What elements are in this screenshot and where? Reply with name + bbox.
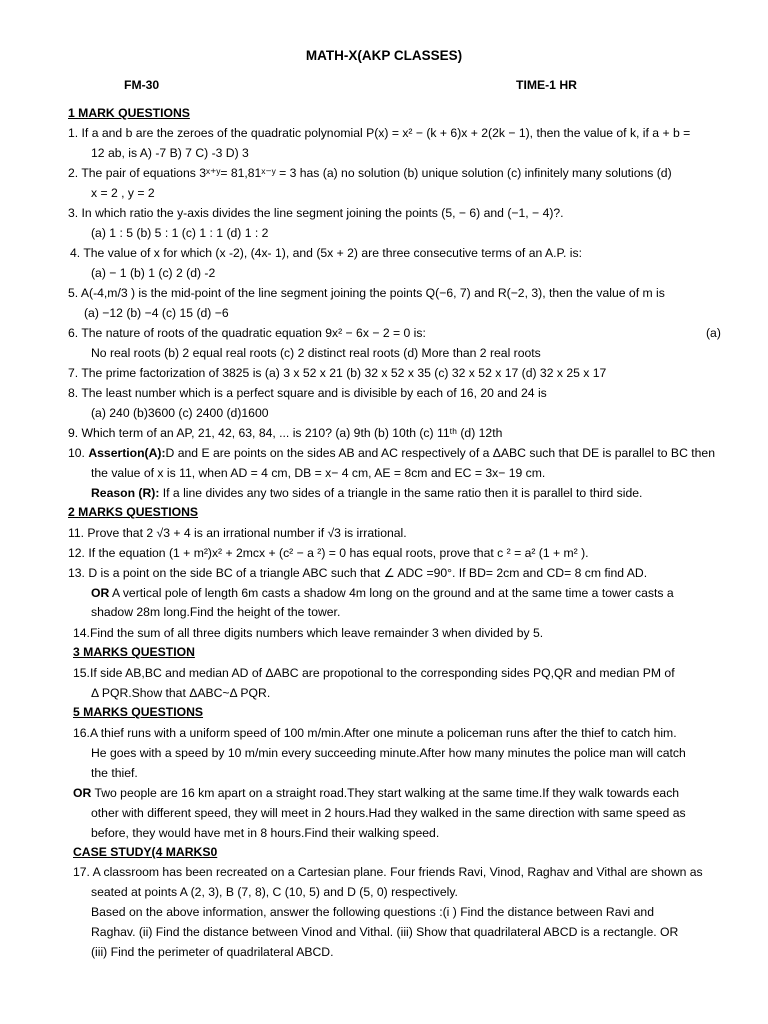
question-5-options: (a) −12 (b) −4 (c) 15 (d) −6 — [84, 306, 229, 320]
question-4-options: (a) − 1 (b) 1 (c) 2 (d) -2 — [91, 266, 216, 280]
full-marks: FM-30 — [124, 78, 160, 92]
question-3-line1: 3. In which ratio the y-axis divides the line segment joining the points (5, − 6) and (−1, − 4)?. — [68, 206, 564, 220]
question-10-reason — [91, 485, 642, 501]
question-6-option-a: (a) — [706, 326, 721, 340]
question-7: 7. The prime factorization of 3825 is (a) 3 x 52 x 21 (b) 32 x 52 x 35 (c) 32 x 52 x 17 (d) 32 x 25 x 17 — [68, 366, 607, 380]
question-16-line2: He goes with a speed by 10 m/min every succeeding minute.After how many minutes the police man will catch — [91, 746, 686, 760]
question-13-alt-text: A vertical pole of length 6m casts a shadow 4m long on the ground and at the same time a tower casts a — [109, 586, 674, 600]
page-title: MATH-X(AKP CLASSES) — [305, 48, 463, 63]
question-16-line3: the thief. — [91, 766, 138, 780]
question-1-line1: 1. If a and b are the zeroes of the quadratic polynomial P(x) = x² − (k + 6)x + 2(2k − 1), then the value of k, if a + b = — [68, 126, 691, 140]
question-14: 14.Find the sum of all three digits numbers which leave remainder 3 when divided by 5. — [73, 626, 544, 640]
time-limit: TIME-1 HR — [516, 78, 577, 92]
section-heading-case-study: CASE STUDY(4 MARKS0 — [73, 845, 218, 859]
question-16-line6: before, they would have met in 8 hours.Find their walking speed. — [91, 826, 440, 840]
question-12: 12. If the equation (1 + m²)x² + 2mcx + (c² − a ²) = 0 has equal roots, prove that c ² = a² (1 + m² ). — [68, 546, 589, 560]
question-17-line5: (iii) Find the perimeter of quadrilateral ABCD. — [91, 945, 334, 959]
question-11: 11. Prove that 2 √3 + 4 is an irrational number if √3 is irrational. — [68, 526, 407, 540]
question-17-line1: 17. A classroom has been recreated on a Cartesian plane. Four friends Ravi, Vinod, Raghav and Vithal are shown as — [73, 865, 703, 879]
question-16-line5: other with different speed, they will meet in 2 hours.Had they walked in the same direction with same speed as — [91, 806, 686, 820]
question-1-line2: 12 ab, is A) -7 B) 7 C) -3 D) 3 — [91, 146, 249, 160]
question-3-options: (a) 1 : 5 (b) 5 : 1 (c) 1 : 1 (d) 1 : 2 — [91, 226, 269, 240]
assertion-text: D and E are points on the sides AB and AC respectively of a ΔABC such that DE is parallel to BC then — [165, 446, 715, 460]
question-16-or-line — [73, 785, 679, 801]
reason-text: If a line divides any two sides of a triangle in the same ratio then it is parallel to third side. — [159, 486, 643, 500]
question-16-alt-text: Two people are 16 km apart on a straight road.They start walking at the same time.If they walk towards each — [91, 786, 680, 800]
question-4-line1: 4. The value of x for which (x -2), (4x- 1), and (5x + 2) are three consecutive terms of an A.P. is: — [70, 246, 582, 260]
question-13-line3: shadow 28m long.Find the height of the tower. — [91, 605, 341, 619]
question-17-line2: seated at points A (2, 3), B (7, 8), C (10, 5) and D (5, 0) respectively. — [91, 885, 458, 899]
question-9: 9. Which term of an AP, 21, 42, 63, 84, ... is 210? (a) 9th (b) 10th (c) 11ᵗʰ (d) 12th — [68, 426, 503, 440]
reason-label: Reason (R): — [91, 486, 160, 500]
question-8-options: (a) 240 (b)3600 (c) 2400 (d)1600 — [91, 406, 269, 420]
question-13-line1: 13. D is a point on the side BC of a triangle ABC such that ∠ ADC =90°. If BD= 2cm and CD= 8 cm find AD. — [68, 566, 648, 580]
question-17-line3: Based on the above information, answer the following questions :(i ) Find the distance between Ravi and — [91, 905, 654, 919]
question-2-line2: x = 2 , y = 2 — [91, 186, 155, 200]
question-6-line1: 6. The nature of roots of the quadratic equation 9x² − 6x − 2 = 0 is: — [68, 326, 426, 340]
question-13-or-line — [91, 585, 674, 601]
question-16-line1: 16.A thief runs with a uniform speed of 100 m/min.After one minute a policeman runs after the thief to catch him. — [73, 726, 677, 740]
assertion-label: Assertion(A): — [88, 446, 166, 460]
question-8-line1: 8. The least number which is a perfect square and is divisible by each of 16, 20 and 24 is — [68, 386, 547, 400]
question-17-line4: Raghav. (ii) Find the distance between Vinod and Vithal. (iii) Show that quadrilateral ABCD is a rectangle. OR — [91, 925, 679, 939]
question-10-line1: 10. Assertion(A):D and E are points on the sides AB and AC respectively of a ΔABC such that DE is parallel to BC then — [68, 446, 715, 460]
question-15-line2: Δ PQR.Show that ΔABC~Δ PQR. — [91, 686, 271, 700]
question-10-line2: the value of x is 11, when AD = 4 cm, DB = x− 4 cm, AE = 8cm and EC = 3x− 19 cm. — [91, 466, 546, 480]
question-5-line1: 5. A(-4,m/3 ) is the mid-point of the line segment joining the points Q(−6, 7) and R(−2, 3), then the value of m is — [68, 286, 665, 300]
or-label: OR — [91, 586, 110, 600]
section-heading-2marks: 2 MARKS QUESTIONS — [68, 505, 199, 519]
section-heading-5marks: 5 MARKS QUESTIONS — [73, 705, 204, 719]
question-6-options: No real roots (b) 2 equal real roots (c) 2 distinct real roots (d) More than 2 real roots — [91, 346, 541, 360]
section-heading-3marks: 3 MARKS QUESTION — [73, 645, 195, 659]
or-label: OR — [73, 786, 92, 800]
question-15-line1: 15.If side AB,BC and median AD of ΔABC are propotional to the corresponding sides PQ,QR and median PM of — [73, 666, 675, 680]
question-2-line1: 2. The pair of equations 3ˣ⁺ʸ= 81,81ˣ⁻ʸ = 3 has (a) no solution (b) unique solution (c) infinitely many solutions (d) — [68, 166, 672, 180]
section-heading-1mark: 1 MARK QUESTIONS — [68, 106, 190, 120]
